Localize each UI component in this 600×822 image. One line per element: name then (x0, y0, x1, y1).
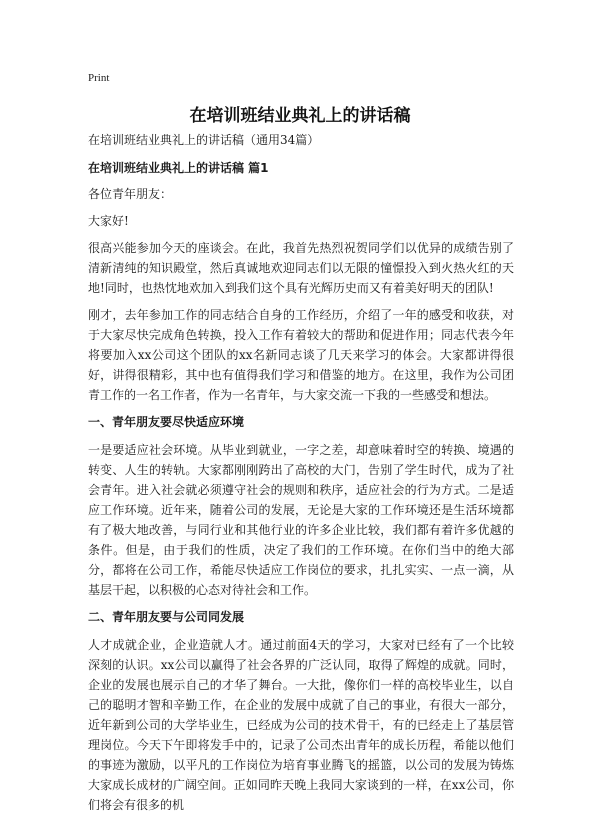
environment-paragraph: 一是要适应社会环境。从毕业到就业，一字之差，却意味着时空的转换、境遇的转变、人生的转轨。大家都刚刚跨出了高校的大门，告别了学生时代，成为了社会青年。进入社会就必须遵守社会的规则和秩序，适应社会的行为方式。二是适应工作环境。近年来，随着公司的发展，无论是大家的工作环境还是生活环境都有了极大地改善，与同行业和其他行业的许多企业比较，我们都有着许多优越的条件。但是，由于我们的性质，决定了我们的工作环境。在你们当中的绝大部分，都将在公司工作，希能尽快适应工作岗位的要求，扎扎实实、一点一滴，从基层干起，以积极的心态对待社会和工作。 (88, 443, 514, 597)
intro-paragraph: 很高兴能参加今天的座谈会。在此，我首先热烈祝贺同学们以优异的成绩告别了清新清纯的知识殿堂，然后真诚地欢迎同志们以无限的憧憬投入到火热火红的天地!同时，也热忱地欢加入到我们这个具有光辉历史而又有着美好明天的团队! (88, 241, 514, 295)
salutation: 大家好! (88, 214, 129, 228)
document-subtitle: 在培训班结业典礼上的讲话稿（通用34篇） (88, 133, 320, 147)
development-paragraph: 人才成就企业，企业造就人才。通过前面4天的学习，大家对已经有了一个比较深刻的认识。xx公司以赢得了社会各界的广泛认同，取得了辉煌的成就。同时，企业的发展也展示自己的才华了舞台。一大批，像你们一样的高校毕业生，以自己的聪明才智和辛勤工作，在企业的发展中成就了自己的事业，有很大一部分，近年新到公司的大学毕业生，已经成为公司的技术骨干，有的已经走上了基层管理岗位。今天下午即将发手中的，记录了公司杰出青年的成长历程，希能以他们的事迹为激励，以平凡的工作岗位为培育事业腾飞的摇篮，以公司的发展为铸炼大家成长成材的广阔空间。正如同昨天晚上我同大家谈到的一样，在xx公司，你们将会有很多的机 (88, 638, 514, 812)
greeting: 各位青年朋友： (88, 187, 173, 201)
print-link[interactable]: Print (88, 72, 110, 84)
heading-grow-with-company: 二、青年朋友要与公司同发展 (88, 610, 245, 624)
document-body (88, 130, 514, 822)
heading-adapt-environment: 一、青年朋友要尽快适应环境 (88, 415, 245, 429)
document-title: 在培训班结业典礼上的讲话稿 (189, 106, 411, 126)
section-title: 在培训班结业典礼上的讲话稿 篇1 (88, 161, 269, 175)
context-paragraph: 刚才，去年参加工作的同志结合自身的工作经历，介绍了一年的感受和收获，对于大家尽快完成角色转换，投入工作有着较大的帮助和促进作用；同志代表今年将要加入xx公司这个团队的xx名新同志谈了几天来学习的体会。大家都讲得很好，讲得很精彩，其中也有值得我们学习和借鉴的地方。在这里，我作为公司团青工作的一名工作者，作为一名青年，与大家交流一下我的一些感受和想法。 (88, 308, 514, 402)
